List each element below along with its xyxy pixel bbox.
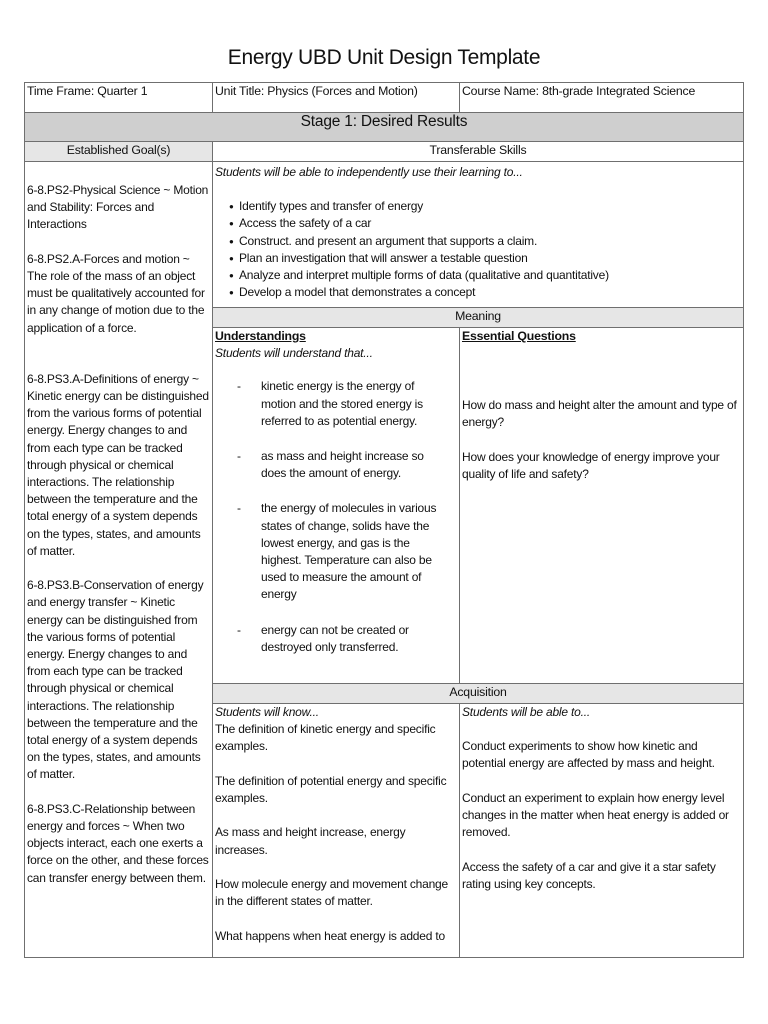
able-item: Access the safety of a car and give it a star safety rating using key concepts. bbox=[462, 859, 716, 891]
time-frame: Time Frame: Quarter 1 bbox=[25, 83, 213, 113]
skills-row bbox=[25, 162, 744, 308]
acquisition-header: Acquisition bbox=[213, 684, 744, 704]
understandings-list bbox=[215, 378, 457, 656]
header-row bbox=[25, 83, 744, 113]
understandings-intro: Students will understand that... bbox=[215, 346, 373, 361]
skills-intro: Students will be able to independently use their learning to... bbox=[215, 165, 523, 179]
skill-item: ● Identify types and transfer of energy bbox=[229, 198, 741, 215]
course-name: Course Name: 8th-grade Integrated Science bbox=[460, 83, 744, 113]
skill-item: ● Plan an investigation that will answer a testable question bbox=[229, 250, 741, 267]
goal-item: 6-8.PS3.C-Relationship between energy and forces ~ When two objects interact, each one exerts a force on the other, and these forces can transfer energy between them. bbox=[27, 801, 209, 885]
know-item: What happens when heat energy is added to bbox=[215, 928, 445, 943]
essential-question: How does your knowledge of energy improve your quality of life and safety? bbox=[462, 449, 720, 481]
skill-item: ● Access the safety of a car bbox=[229, 215, 741, 232]
understanding-item: - the energy of molecules in various states of change, solids have the lowest energy, and gas is the highest. Temperature can also be used to measure the amount of energy bbox=[237, 501, 437, 602]
goal-item: 6-8.PS2-Physical Science ~ Motion and Stability: Forces and Interactions bbox=[27, 183, 209, 232]
understanding-item: - as mass and height increase so does the amount of energy. bbox=[237, 449, 424, 481]
established-goals bbox=[25, 162, 213, 958]
understandings bbox=[213, 328, 460, 684]
able-item: Conduct experiments to show how kinetic and potential energy are affected by mass and height. bbox=[462, 739, 715, 771]
stage-row bbox=[25, 113, 744, 142]
goal-item: 6-8.PS3.B-Conservation of energy and energy transfer ~ Kinetic energy can be distinguished from the various forms of potential energy. Energy changes to and from each type can be tracked through physical or chemical interactions. The relationship between the temperature and the total energy of a system depends on the types, states, and amounts of matter. bbox=[27, 578, 204, 782]
document-title: Energy UBD Unit Design Template bbox=[227, 46, 541, 69]
know-item: The definition of kinetic energy and specific examples. bbox=[215, 722, 436, 754]
able-item: Conduct an experiment to explain how energy level changes in the matter when heat energy is added or removed. bbox=[462, 790, 729, 840]
meaning-header: Meaning bbox=[213, 308, 744, 328]
skill-item: ● Construct. and present an argument that supports a claim. bbox=[229, 233, 741, 250]
essential-questions bbox=[460, 328, 744, 684]
skills-list bbox=[215, 198, 741, 301]
understandings-label: Understandings bbox=[215, 329, 306, 343]
able-intro: Students will be able to... bbox=[462, 705, 591, 719]
goal-item: 6-8.PS2.A-Forces and motion ~ The role of the mass of an object must be qualitatively accounted for in any change of motion due to the application of a force. bbox=[27, 251, 205, 335]
goals-skills-header-row bbox=[25, 142, 744, 162]
eq-label: Essential Questions bbox=[462, 329, 576, 343]
know-item: The definition of potential energy and specific examples. bbox=[215, 773, 447, 805]
know-item: How molecule energy and movement change in the different states of matter. bbox=[215, 876, 449, 909]
ubd-template-table bbox=[24, 82, 744, 958]
skill-item: ● Develop a model that demonstrates a concept bbox=[229, 284, 741, 301]
goals-header: Established Goal(s) bbox=[25, 142, 213, 162]
know-intro: Students will know... bbox=[215, 705, 319, 719]
essential-question: How do mass and height alter the amount and type of energy? bbox=[462, 398, 737, 430]
know-item: As mass and height increase, energy increases. bbox=[215, 825, 406, 857]
skill-item: ● Analyze and interpret multiple forms of data (qualitative and quantitative) bbox=[229, 267, 741, 284]
goal-item: 6-8.PS3.A-Definitions of energy ~ Kinetic energy can be distinguished from the various forms of potential energy. Energy changes to and from each type can be tracked through physical or chemical interactions. The relationship between the temperature and the total energy of a system depends on the types, states, and amounts of matter. bbox=[27, 371, 209, 558]
understanding-item: - kinetic energy is the energy of motion and the stored energy is referred to as potential energy. bbox=[237, 379, 423, 428]
unit-title: Unit Title: Physics (Forces and Motion) bbox=[213, 83, 460, 113]
students-will-know bbox=[213, 704, 460, 958]
stage-title: Stage 1: Desired Results bbox=[25, 113, 744, 142]
students-will-be-able bbox=[460, 704, 744, 958]
skills-header: Transferable Skills bbox=[213, 142, 744, 162]
understanding-item: - energy can not be created or destroyed only transferred. bbox=[237, 622, 409, 654]
transferable-skills bbox=[213, 162, 744, 308]
